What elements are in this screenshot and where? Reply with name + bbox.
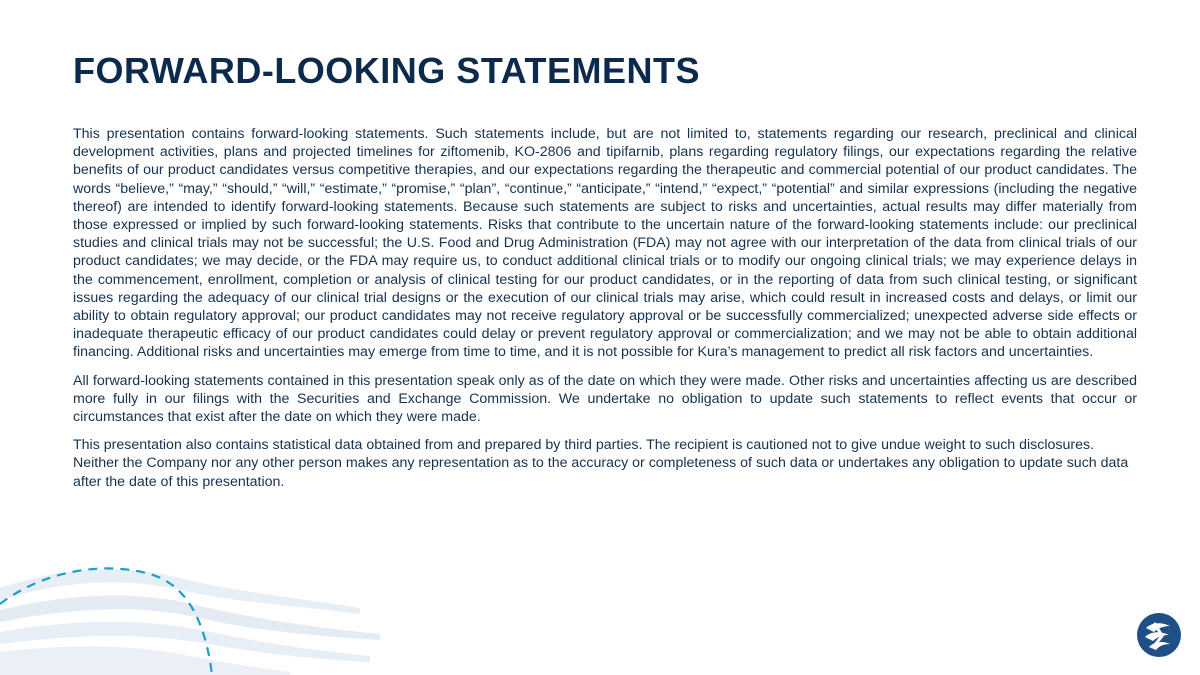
paragraph-forward-looking: This presentation contains forward-looking statements. Such statements include, but are not limited to, statements regarding our research, preclinical and clinical development activities, plans and projected timelines for ziftomenib, KO-2806 and tipifarnib, plans regarding regulatory filings, our expectations regarding the relative benefits of our product candidates versus competitive therapies, and our expectations regarding the therapeutic and commercial potential of our product candidates. The words “believe,” “may,” “should,” “will,” “estimate,” “promise,” “plan”, “continue,” “anticipate,” “intend,” “expect,” “potential” and similar expressions (including the negative thereof) are intended to identify forward-looking statements. Because such statements are subject to risks and uncertainties, actual results may differ materially from those expressed or implied by such forward-looking statements. Risks that contribute to the uncertain nature of the forward-looking statements include: our preclinical studies and clinical trials may not be successful; the U.S. Food and Drug Administration (FDA) may not agree with our interpretation of the data from clinical trials of our product candidates; we may decide, or the FDA may require us, to conduct additional clinical trials or to modify our ongoing clinical trials; we may experience delays in the commencement, enrollment, completion or analysis of clinical testing for our product candidates, or in the reporting of data from such clinical testing, or significant issues regarding the adequacy of our clinical trial designs or the execution of our clinical trials may arise, which could result in increased costs and delays, or limit our ability to obtain regulatory approval; our product candidates may not receive regulatory approval or be successfully commercialized; unexpected adverse side effects or inadequate therapeutic efficacy of our product candidates could delay or prevent regulatory approval or commercialization; and we may not be able to obtain additional financing. Additional risks and uncertainties may emerge from time to time, and it is not possible for Kura’s management to predict all risk factors and uncertainties. xyxy=(73,126,1137,361)
wave-graphic xyxy=(0,548,400,675)
kura-logo-icon xyxy=(1136,612,1182,658)
paragraph-third-party-data: This presentation also contains statistical data obtained from and prepared by third parties. The recipient is cautioned not to give undue weight to such disclosures. Neither the Company nor any other person makes any representation as to the accuracy or completeness of such data or undertakes any obligation to update such data after the date of this presentation. xyxy=(73,437,1129,490)
paragraph-date-statement: All forward-looking statements contained in this presentation speak only as of the date on which they were made. Other risks and uncertainties affecting us are described more fully in our filings with the Securities and Exchange Commission. We undertake no obligation to update such statements to reflect events that occur or circumstances that exist after the date on which they were made. xyxy=(73,372,1137,426)
slide-title: FORWARD-LOOKING STATEMENTS xyxy=(73,50,700,91)
disclaimer-body xyxy=(73,125,1137,501)
